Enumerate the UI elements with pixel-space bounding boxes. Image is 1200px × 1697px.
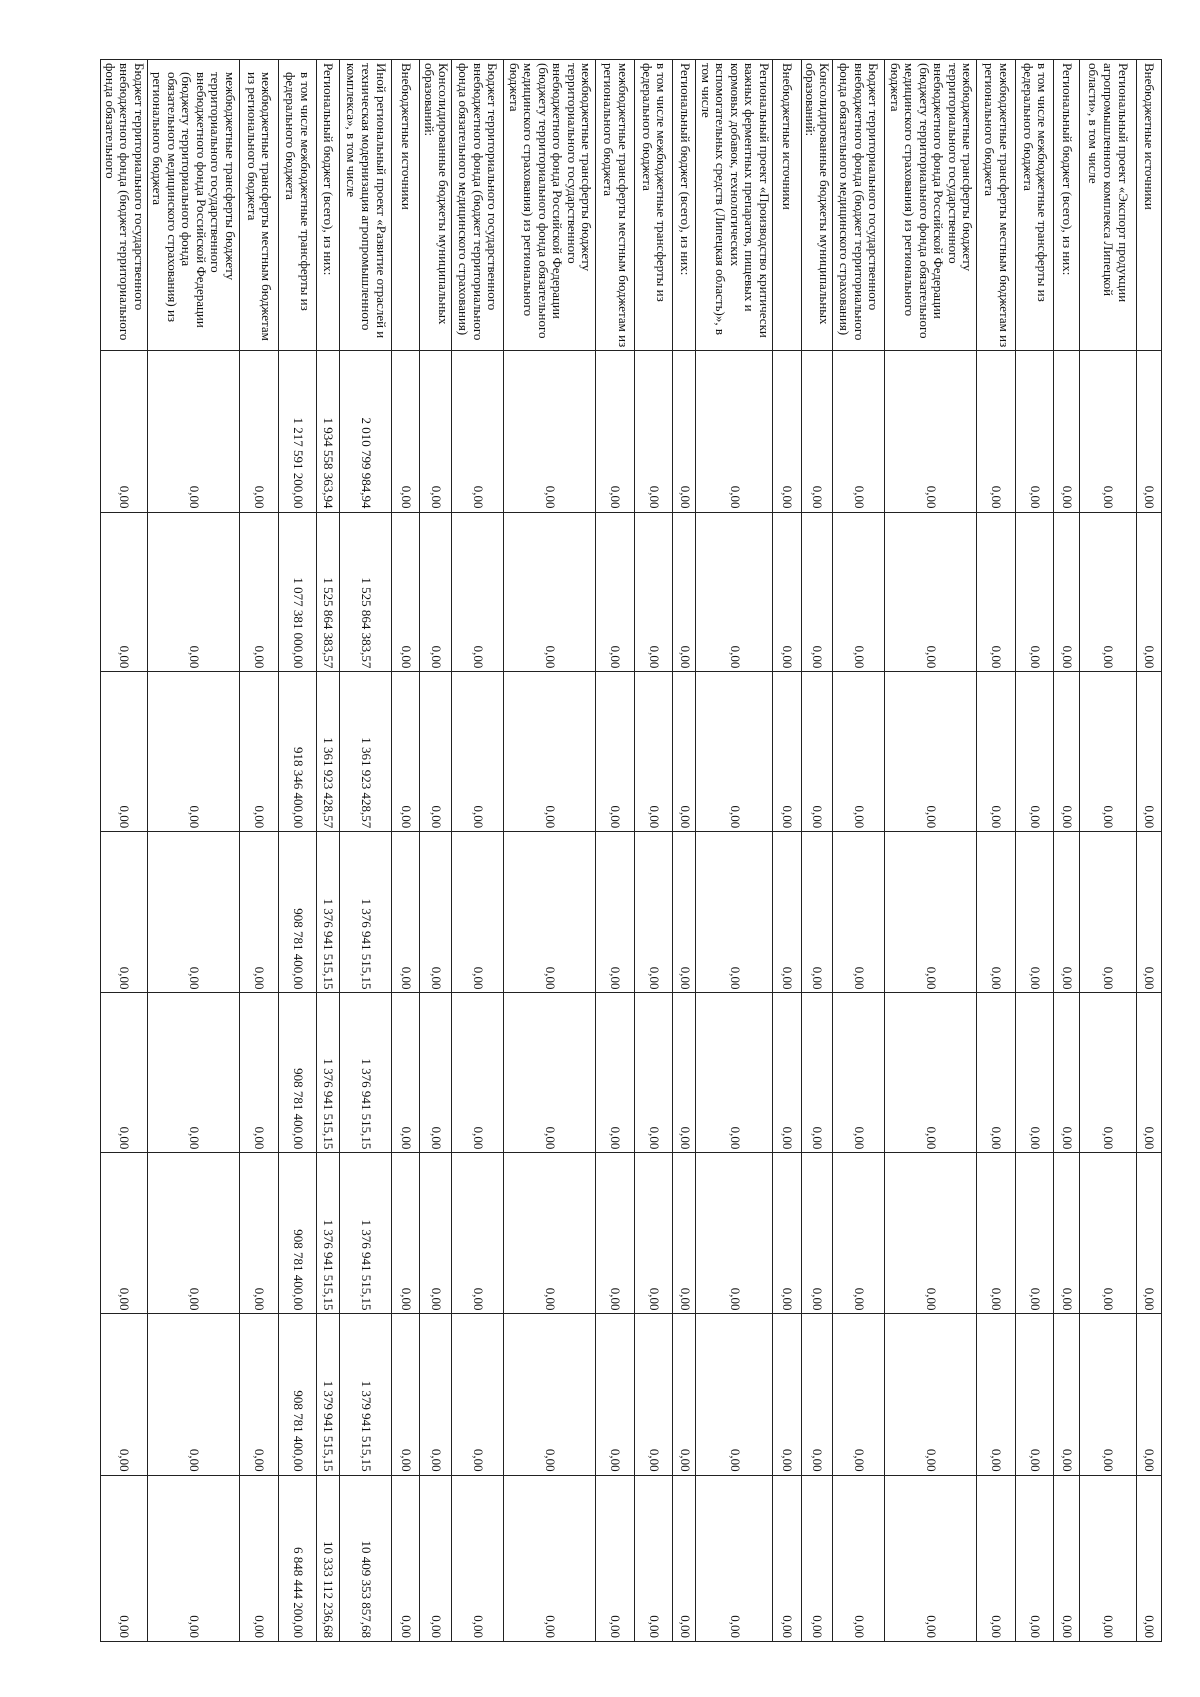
row-label: Внебюджетные источники	[1136, 60, 1161, 351]
value-cell: 0,00	[832, 512, 884, 672]
table-row	[278, 60, 317, 1642]
value-cell: 0,00	[451, 1153, 503, 1314]
value-cell: 0,00	[977, 512, 1016, 672]
row-label: межбюджетные трансферты бюджету территориального государственного внебюджетного фонда Российской Федерации (бюджету территориального фонда обязательного медицинского страхования) из регионального бюджета	[885, 60, 977, 351]
value-cell: 0,00	[634, 351, 673, 512]
table-row	[239, 60, 278, 1642]
value-cell: 0,00	[392, 1314, 420, 1475]
value-cell: 0,00	[1079, 512, 1136, 672]
value-cell: 918 346 400,00	[278, 672, 317, 832]
value-cell: 0,00	[977, 832, 1016, 993]
value-cell: 0,00	[1136, 1314, 1161, 1475]
value-cell: 0,00	[504, 993, 596, 1153]
value-cell: 0,00	[420, 1475, 451, 1641]
row-label: Региональный проект «Производство критически важных ферментных препаратов, пищевых и кормовых добавок, технологических вспомогательных средств (Липецкая область)», в том числе	[696, 60, 773, 351]
value-cell: 0,00	[392, 1475, 420, 1641]
value-cell: 1 379 941 515,15	[317, 1314, 340, 1475]
value-cell: 0,00	[696, 512, 773, 672]
value-cell: 0,00	[885, 993, 977, 1153]
value-cell: 0,00	[801, 1314, 832, 1475]
value-cell: 0,00	[977, 351, 1016, 512]
table-row	[885, 60, 977, 1642]
value-cell: 0,00	[101, 1153, 148, 1314]
value-cell: 2 010 799 984,94	[340, 351, 392, 512]
value-cell: 0,00	[634, 993, 673, 1153]
value-cell: 0,00	[420, 832, 451, 993]
value-cell: 908 781 400,00	[278, 1314, 317, 1475]
value-cell: 0,00	[1054, 993, 1079, 1153]
table-row	[420, 60, 451, 1642]
value-cell: 908 781 400,00	[278, 832, 317, 993]
value-cell: 0,00	[1079, 832, 1136, 993]
value-cell: 0,00	[101, 832, 148, 993]
value-cell: 0,00	[596, 993, 635, 1153]
value-cell: 1 217 591 200,00	[278, 351, 317, 512]
table-row	[317, 60, 340, 1642]
table-row	[977, 60, 1016, 1642]
value-cell: 0,00	[1136, 993, 1161, 1153]
value-cell: 1 376 941 515,15	[340, 832, 392, 993]
value-cell: 0,00	[673, 1314, 696, 1475]
row-label: Региональный бюджет (всего), из них:	[1054, 60, 1079, 351]
value-cell: 0,00	[634, 1475, 673, 1641]
value-cell: 0,00	[696, 351, 773, 512]
row-label: межбюджетные трансферты местным бюджетам из регионального бюджета	[596, 60, 635, 351]
value-cell: 1 376 941 515,15	[317, 832, 340, 993]
value-cell: 0,00	[420, 351, 451, 512]
value-cell: 0,00	[832, 993, 884, 1153]
value-cell: 0,00	[596, 672, 635, 832]
row-label: Региональный бюджет (всего), из них:	[317, 60, 340, 351]
value-cell: 0,00	[885, 1314, 977, 1475]
value-cell: 0,00	[420, 1153, 451, 1314]
row-label: Иной региональный проект «Развитие отраслей и техническая модернизация агропромышленного комплекса», в том числе	[340, 60, 392, 351]
value-cell: 0,00	[451, 672, 503, 832]
value-cell: 0,00	[801, 512, 832, 672]
table-row	[147, 60, 239, 1642]
table-row	[340, 60, 392, 1642]
value-cell: 0,00	[1054, 1475, 1079, 1641]
value-cell: 0,00	[420, 1314, 451, 1475]
row-label: межбюджетные трансферты местным бюджетам из регионального бюджета	[977, 60, 1016, 351]
value-cell: 0,00	[673, 832, 696, 993]
value-cell: 0,00	[801, 1475, 832, 1641]
row-label: Внебюджетные источники	[392, 60, 420, 351]
value-cell: 908 781 400,00	[278, 993, 317, 1153]
row-label: Внебюджетные источники	[773, 60, 801, 351]
value-cell: 1 077 381 000,00	[278, 512, 317, 672]
value-cell: 0,00	[596, 351, 635, 512]
value-cell: 0,00	[673, 351, 696, 512]
value-cell: 0,00	[634, 1314, 673, 1475]
value-cell: 0,00	[420, 512, 451, 672]
value-cell: 0,00	[1136, 832, 1161, 993]
value-cell: 0,00	[977, 672, 1016, 832]
value-cell: 0,00	[885, 351, 977, 512]
row-label: в том числе межбюджетные трансферты из федерального бюджета	[278, 60, 317, 351]
value-cell: 0,00	[673, 1153, 696, 1314]
value-cell: 0,00	[147, 993, 239, 1153]
value-cell: 0,00	[596, 512, 635, 672]
value-cell: 0,00	[832, 832, 884, 993]
value-cell: 0,00	[673, 672, 696, 832]
value-cell: 6 848 444 200,00	[278, 1475, 317, 1641]
value-cell: 0,00	[1136, 1475, 1161, 1641]
value-cell: 0,00	[101, 351, 148, 512]
row-label: в том числе межбюджетные трансферты из федерального бюджета	[1015, 60, 1054, 351]
table-row	[832, 60, 884, 1642]
value-cell: 1 934 558 363,94	[317, 351, 340, 512]
row-label: Региональный бюджет (всего), из них:	[673, 60, 696, 351]
value-cell: 0,00	[696, 1153, 773, 1314]
value-cell: 0,00	[239, 1475, 278, 1641]
value-cell: 0,00	[596, 832, 635, 993]
value-cell: 10 333 112 236,68	[317, 1475, 340, 1641]
value-cell: 0,00	[239, 672, 278, 832]
value-cell: 0,00	[147, 1475, 239, 1641]
value-cell: 0,00	[832, 1475, 884, 1641]
table-row	[451, 60, 503, 1642]
value-cell: 0,00	[504, 351, 596, 512]
value-cell: 0,00	[885, 1153, 977, 1314]
value-cell: 0,00	[773, 512, 801, 672]
value-cell: 0,00	[634, 672, 673, 832]
value-cell: 0,00	[1079, 1314, 1136, 1475]
value-cell: 0,00	[696, 672, 773, 832]
value-cell: 0,00	[1054, 832, 1079, 993]
value-cell: 0,00	[673, 993, 696, 1153]
value-cell: 0,00	[832, 1314, 884, 1475]
value-cell: 0,00	[1054, 1153, 1079, 1314]
table-row	[1079, 60, 1136, 1642]
value-cell: 0,00	[885, 512, 977, 672]
value-cell: 0,00	[239, 993, 278, 1153]
value-cell: 0,00	[596, 1314, 635, 1475]
value-cell: 0,00	[832, 1153, 884, 1314]
table-row	[801, 60, 832, 1642]
value-cell: 0,00	[239, 351, 278, 512]
value-cell: 0,00	[773, 1475, 801, 1641]
value-cell: 0,00	[673, 512, 696, 672]
value-cell: 0,00	[634, 1153, 673, 1314]
value-cell: 0,00	[1079, 351, 1136, 512]
value-cell: 0,00	[101, 672, 148, 832]
table-row	[696, 60, 773, 1642]
value-cell: 0,00	[451, 832, 503, 993]
value-cell: 0,00	[451, 512, 503, 672]
value-cell: 0,00	[977, 1475, 1016, 1641]
value-cell: 0,00	[392, 1153, 420, 1314]
value-cell: 0,00	[504, 832, 596, 993]
value-cell: 0,00	[1015, 512, 1054, 672]
value-cell: 0,00	[801, 351, 832, 512]
row-label: Бюджет территориального государственного внебюджетного фонда (бюджет территориального фонда обязательного медицинского страхования)	[832, 60, 884, 351]
table-row	[1054, 60, 1079, 1642]
value-cell: 0,00	[504, 672, 596, 832]
value-cell: 0,00	[392, 672, 420, 832]
table-row	[101, 60, 148, 1642]
table-row	[773, 60, 801, 1642]
value-cell: 0,00	[696, 1475, 773, 1641]
value-cell: 0,00	[451, 351, 503, 512]
row-label: Консолидированные бюджеты муниципальных образований:	[420, 60, 451, 351]
value-cell: 1 379 941 515,15	[340, 1314, 392, 1475]
value-cell: 0,00	[451, 993, 503, 1153]
table-row	[634, 60, 673, 1642]
value-cell: 0,00	[239, 832, 278, 993]
table-body	[101, 60, 1162, 1642]
value-cell: 0,00	[101, 1314, 148, 1475]
value-cell: 0,00	[147, 1153, 239, 1314]
value-cell: 0,00	[977, 993, 1016, 1153]
rotated-page	[100, 59, 1162, 1642]
budget-table	[100, 59, 1162, 1642]
value-cell: 0,00	[1054, 351, 1079, 512]
value-cell: 0,00	[101, 1475, 148, 1641]
table-row	[504, 60, 596, 1642]
value-cell: 0,00	[634, 832, 673, 993]
value-cell: 0,00	[885, 832, 977, 993]
value-cell: 0,00	[451, 1314, 503, 1475]
row-label: Региональный проект «Экспорт продукции агропромышленного комплекса Липецкой области», в том числе	[1079, 60, 1136, 351]
table-row	[1015, 60, 1054, 1642]
value-cell: 0,00	[673, 1475, 696, 1641]
value-cell: 0,00	[801, 672, 832, 832]
value-cell: 0,00	[801, 993, 832, 1153]
value-cell: 0,00	[1015, 351, 1054, 512]
value-cell: 0,00	[1136, 351, 1161, 512]
value-cell: 0,00	[392, 512, 420, 672]
value-cell: 0,00	[147, 672, 239, 832]
value-cell: 0,00	[801, 1153, 832, 1314]
value-cell: 0,00	[1136, 672, 1161, 832]
value-cell: 0,00	[596, 1153, 635, 1314]
table-row	[673, 60, 696, 1642]
value-cell: 0,00	[1079, 1475, 1136, 1641]
value-cell: 0,00	[1136, 1153, 1161, 1314]
value-cell: 0,00	[885, 672, 977, 832]
table-row	[596, 60, 635, 1642]
value-cell: 0,00	[832, 672, 884, 832]
value-cell: 0,00	[1136, 512, 1161, 672]
table-row	[392, 60, 420, 1642]
value-cell: 0,00	[773, 993, 801, 1153]
value-cell: 0,00	[239, 512, 278, 672]
value-cell: 0,00	[773, 1314, 801, 1475]
value-cell: 0,00	[420, 993, 451, 1153]
value-cell: 0,00	[801, 832, 832, 993]
value-cell: 0,00	[696, 832, 773, 993]
value-cell: 0,00	[773, 1153, 801, 1314]
value-cell: 0,00	[773, 672, 801, 832]
value-cell: 0,00	[101, 993, 148, 1153]
value-cell: 1 376 941 515,15	[340, 1153, 392, 1314]
value-cell: 0,00	[504, 512, 596, 672]
table-row	[1136, 60, 1161, 1642]
value-cell: 0,00	[392, 993, 420, 1153]
value-cell: 0,00	[1054, 672, 1079, 832]
value-cell: 0,00	[832, 351, 884, 512]
value-cell: 0,00	[1054, 1314, 1079, 1475]
value-cell: 0,00	[773, 351, 801, 512]
value-cell: 0,00	[1015, 672, 1054, 832]
value-cell: 0,00	[977, 1153, 1016, 1314]
value-cell: 0,00	[420, 672, 451, 832]
value-cell: 0,00	[504, 1314, 596, 1475]
value-cell: 0,00	[239, 1153, 278, 1314]
row-label: Консолидированные бюджеты муниципальных образований:	[801, 60, 832, 351]
value-cell: 0,00	[147, 832, 239, 993]
value-cell: 0,00	[977, 1314, 1016, 1475]
value-cell: 1 361 923 428,57	[340, 672, 392, 832]
value-cell: 0,00	[1015, 1153, 1054, 1314]
value-cell: 908 781 400,00	[278, 1153, 317, 1314]
value-cell: 10 409 353 857,68	[340, 1475, 392, 1641]
value-cell: 0,00	[1015, 1314, 1054, 1475]
value-cell: 1 525 864 383,57	[317, 512, 340, 672]
row-label: в том числе межбюджетные трансферты из федерального бюджета	[634, 60, 673, 351]
value-cell: 0,00	[1015, 832, 1054, 993]
value-cell: 0,00	[504, 1153, 596, 1314]
value-cell: 1 361 923 428,57	[317, 672, 340, 832]
value-cell: 0,00	[1079, 1153, 1136, 1314]
value-cell: 0,00	[392, 832, 420, 993]
value-cell: 0,00	[634, 512, 673, 672]
value-cell: 0,00	[596, 1475, 635, 1641]
value-cell: 0,00	[147, 1314, 239, 1475]
value-cell: 0,00	[451, 1475, 503, 1641]
value-cell: 0,00	[1079, 672, 1136, 832]
value-cell: 0,00	[239, 1314, 278, 1475]
value-cell: 0,00	[147, 351, 239, 512]
row-label: Бюджет территориального государственного внебюджетного фонда (бюджет территориального фонда обязательного	[101, 60, 148, 351]
value-cell: 0,00	[885, 1475, 977, 1641]
value-cell: 0,00	[1054, 512, 1079, 672]
value-cell: 0,00	[696, 993, 773, 1153]
row-label: межбюджетные трансферты бюджету территориального государственного внебюджетного фонда Российской Федерации (бюджету территориального фонда обязательного медицинского страхования) из регионального бюджета	[504, 60, 596, 351]
value-cell: 0,00	[1015, 1475, 1054, 1641]
row-label: межбюджетные трансферты местным бюджетам из регионального бюджета	[239, 60, 278, 351]
value-cell: 0,00	[1015, 993, 1054, 1153]
value-cell: 0,00	[101, 512, 148, 672]
value-cell: 0,00	[392, 351, 420, 512]
value-cell: 0,00	[773, 832, 801, 993]
value-cell: 0,00	[696, 1314, 773, 1475]
value-cell: 0,00	[1079, 993, 1136, 1153]
value-cell: 1 376 941 515,15	[340, 993, 392, 1153]
value-cell: 0,00	[504, 1475, 596, 1641]
row-label: межбюджетные трансферты бюджету территориального государственного внебюджетного фонда Российской Федерации (бюджету территориального фонда обязательного медицинского страхования) из регионального бюджета	[147, 60, 239, 351]
value-cell: 1 376 941 515,15	[317, 993, 340, 1153]
value-cell: 1 525 864 383,57	[340, 512, 392, 672]
value-cell: 1 376 941 515,15	[317, 1153, 340, 1314]
value-cell: 0,00	[147, 512, 239, 672]
row-label: Бюджет территориального государственного внебюджетного фонда (бюджет территориального фонда обязательного медицинского страхования)	[451, 60, 503, 351]
